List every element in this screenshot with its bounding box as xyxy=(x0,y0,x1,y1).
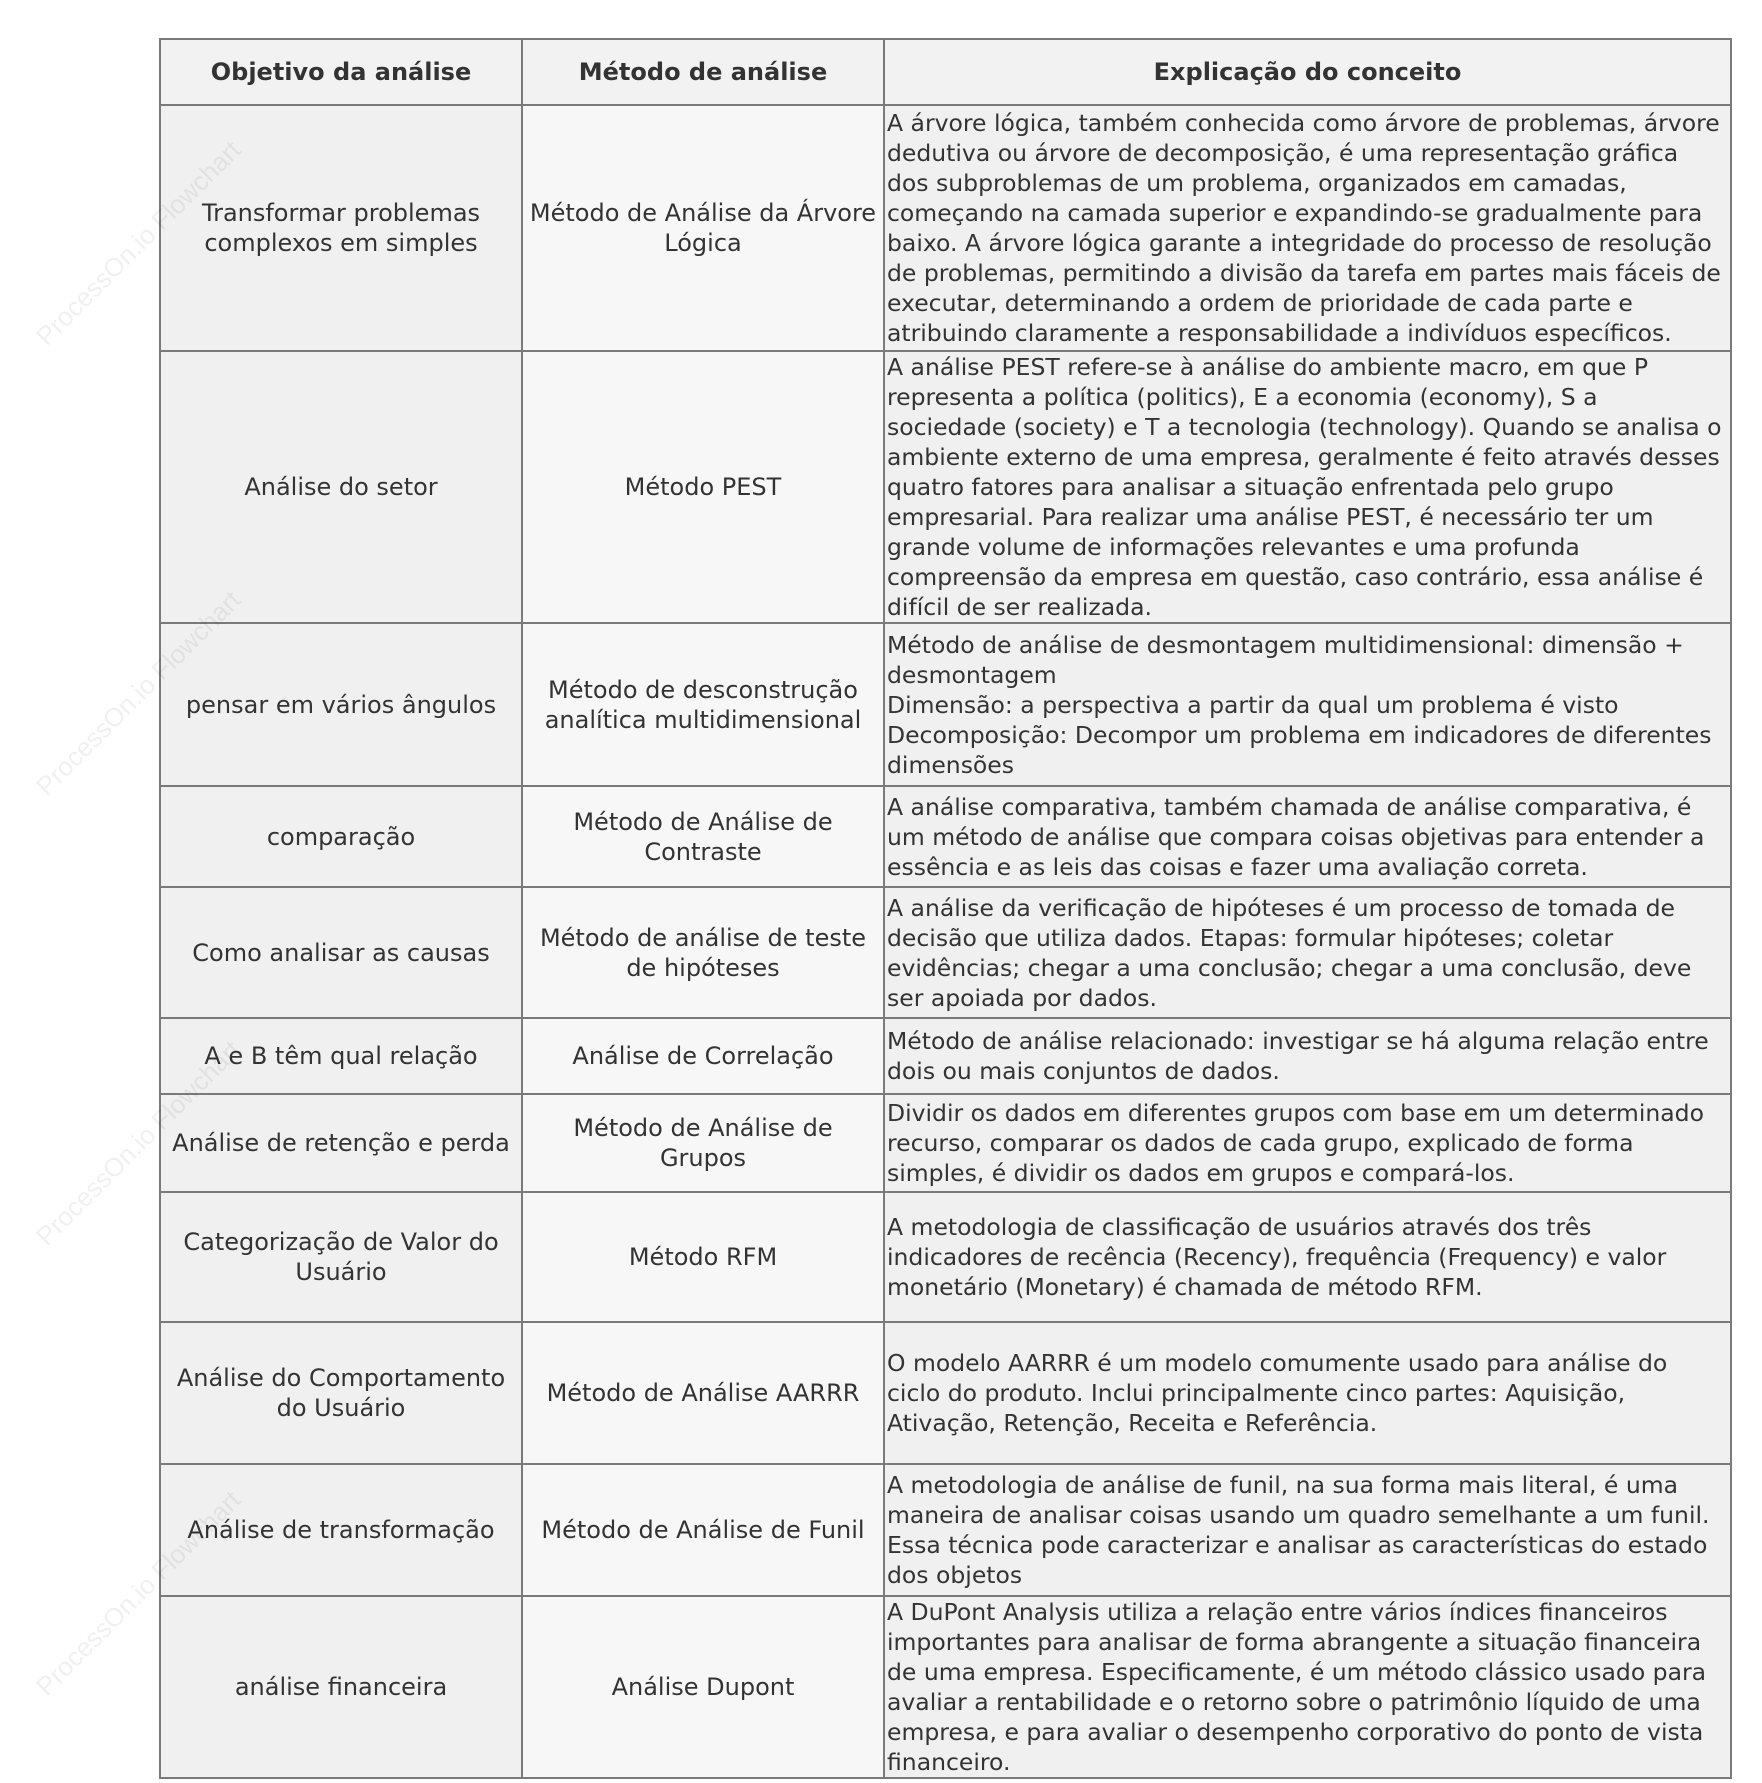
method-cell: Método de análise de teste de hipóteses xyxy=(522,887,884,1018)
table-header-row xyxy=(160,39,1731,105)
table-row xyxy=(160,887,1731,1018)
goal-cell: Transformar problemas complexos em simples xyxy=(160,105,522,351)
watermark: ProcessOn.io Flowchart xyxy=(30,134,247,352)
method-cell: Método de Análise da Árvore Lógica xyxy=(522,105,884,351)
explanation-line: Método de análise de desmontagem multidimensional: dimensão + desmontagem xyxy=(887,630,1684,689)
explanation-cell: A análise PEST refere-se à análise do ambiente macro, em que P representa a política (politics), E a economia (economy), S a sociedade (society) e T a tecnologia (technology). Quando se analisa o ambiente externo de uma empresa, geralmente é feito através desses quatro fatores para analisar a situação enfrentada pelo grupo empresarial. Para realizar uma análise PEST, é necessário ter um grande volume de informações relevantes e uma profunda compreensão da empresa em questão, caso contrário, essa análise é difícil de ser realizada. xyxy=(884,351,1731,623)
table-row xyxy=(160,623,1731,786)
watermark: ProcessOn.io Flowchart xyxy=(30,584,247,802)
table-row xyxy=(160,351,1731,623)
explanation-line: Decomposição: Decompor um problema em indicadores de diferentes dimensões xyxy=(887,720,1712,779)
watermark: ProcessOn.io Flowchart xyxy=(30,1484,247,1702)
goal-cell: Categorização de Valor do Usuário xyxy=(160,1192,522,1322)
table-row xyxy=(160,1094,1731,1192)
method-cell: Análise de Correlação xyxy=(522,1018,884,1094)
explanation-cell: A metodologia de análise de funil, na sua forma mais literal, é uma maneira de analisar coisas usando um quadro semelhante a um funil. Essa técnica pode caracterizar e analisar as características do estado dos objetos xyxy=(884,1464,1731,1596)
goal-cell: pensar em vários ângulos xyxy=(160,623,522,786)
goal-cell: Como analisar as causas xyxy=(160,887,522,1018)
explanation-cell: A análise da verificação de hipóteses é um processo de tomada de decisão que utiliza dados. Etapas: formular hipóteses; coletar evidências; chegar a uma conclusão; chegar a uma conclusão, deve ser apoiada por dados. xyxy=(884,887,1731,1018)
goal-cell: Análise do Comportamento do Usuário xyxy=(160,1322,522,1464)
explanation-cell: Método de análise relacionado: investigar se há alguma relação entre dois ou mais conjuntos de dados. xyxy=(884,1018,1731,1094)
table-row xyxy=(160,1464,1731,1596)
watermark: ProcessOn.io Flowchart xyxy=(30,1034,247,1252)
table-row xyxy=(160,105,1731,351)
method-cell: Método de desconstrução analítica multidimensional xyxy=(522,623,884,786)
method-cell: Método de Análise de Contraste xyxy=(522,786,884,887)
table-row xyxy=(160,1596,1731,1778)
explanation-cell: Dividir os dados em diferentes grupos com base em um determinado recurso, comparar os dados de cada grupo, explicado de forma simples, é dividir os dados em grupos e compará-los. xyxy=(884,1094,1731,1192)
table-row xyxy=(160,1322,1731,1464)
method-cell: Método de Análise de Grupos xyxy=(522,1094,884,1192)
table-row xyxy=(160,1192,1731,1322)
table-row xyxy=(160,1018,1731,1094)
analysis-methods-table xyxy=(159,38,1732,1779)
explanation-cell: A árvore lógica, também conhecida como árvore de problemas, árvore dedutiva ou árvore de decomposição, é uma representação gráfica dos subproblemas de um problema, organizados em camadas, começando na camada superior e expandindo-se gradualmente para baixo. A árvore lógica garante a integridade do processo de resolução de problemas, permitindo a divisão da tarefa em partes mais fáceis de executar, determinando a ordem de prioridade de cada parte e atribuindo claramente a responsabilidade a indivíduos específicos. xyxy=(884,105,1731,351)
explanation-cell: A análise comparativa, também chamada de análise comparativa, é um método de análise que compara coisas objetivas para entender a essência e as leis das coisas e fazer uma avaliação correta. xyxy=(884,786,1731,887)
goal-cell: Análise do setor xyxy=(160,351,522,623)
explanation-cell: A DuPont Analysis utiliza a relação entre vários índices financeiros importantes para analisar de forma abrangente a situação financeira de uma empresa. Especificamente, é um método clássico usado para avaliar a rentabilidade e o retorno sobre o patrimônio líquido de uma empresa, e para avaliar o desempenho corporativo do ponto de vista financeiro. xyxy=(884,1596,1731,1778)
goal-cell: Análise de retenção e perda xyxy=(160,1094,522,1192)
explanation-line: Dimensão: a perspectiva a partir da qual um problema é visto xyxy=(887,690,1619,719)
header-explanation: Explicação do conceito xyxy=(884,39,1731,105)
header-method: Método de análise xyxy=(522,39,884,105)
method-cell: Método de Análise AARRR xyxy=(522,1322,884,1464)
header-goal: Objetivo da análise xyxy=(160,39,522,105)
table-row xyxy=(160,786,1731,887)
method-cell: Análise Dupont xyxy=(522,1596,884,1778)
goal-cell: análise financeira xyxy=(160,1596,522,1778)
explanation-cell: A metodologia de classificação de usuários através dos três indicadores de recência (Recency), frequência (Frequency) e valor monetário (Monetary) é chamada de método RFM. xyxy=(884,1192,1731,1322)
method-cell: Método RFM xyxy=(522,1192,884,1322)
goal-cell: Análise de transformação xyxy=(160,1464,522,1596)
method-cell: Método PEST xyxy=(522,351,884,623)
goal-cell: A e B têm qual relação xyxy=(160,1018,522,1094)
explanation-cell xyxy=(884,623,1731,786)
goal-cell: comparação xyxy=(160,786,522,887)
explanation-cell: O modelo AARRR é um modelo comumente usado para análise do ciclo do produto. Inclui principalmente cinco partes: Aquisição, Ativação, Retenção, Receita e Referência. xyxy=(884,1322,1731,1464)
method-cell: Método de Análise de Funil xyxy=(522,1464,884,1596)
